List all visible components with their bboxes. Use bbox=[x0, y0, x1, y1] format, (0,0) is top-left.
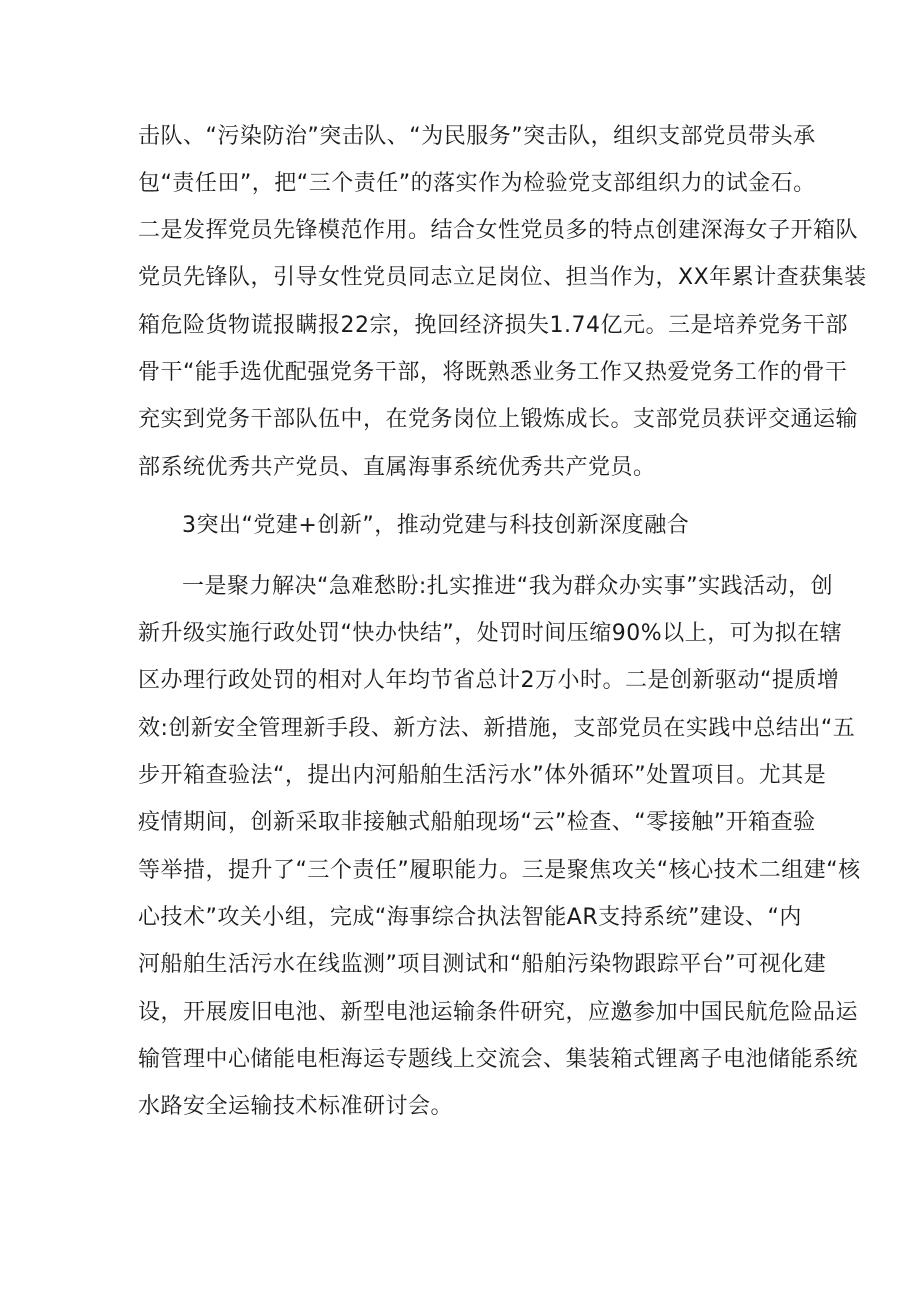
text-line: 党员先锋队，引导女性党员同志立足岗位、担当作为，XX年累计查获集装 bbox=[138, 265, 867, 290]
text-line: 一是聚力解决“急难愁盼:扎实推进“我为群众办实事”实践活动，创 bbox=[182, 574, 834, 599]
text-line: 等举措，提升了“三个责任”履职能力。三是聚焦攻关“核心技术二组建“核 bbox=[138, 858, 861, 883]
text-line: 部系统优秀共产党员、直属海事系统优秀共产党员。 bbox=[138, 455, 656, 480]
text-line: 河船舶生活污水在线监测”项目测试和“船舶污染物跟踪平台”可视化建 bbox=[138, 952, 827, 977]
text-line: 心技术”攻关小组，完成“海事综合执法智能AR支持系统”建设、“内 bbox=[138, 905, 802, 930]
text-line: 新升级实施行政处罚“快办快结”，处罚时间压缩90%以上，可为拟在辖 bbox=[138, 621, 843, 646]
text-line: 击队、“污染防治”突击队、“为民服务”突击队，组织支部党员带头承 bbox=[138, 124, 816, 149]
text-line: 充实到党务干部队伍中，在党务岗位上锻炼成长。支部党员获评交通运输 bbox=[138, 407, 859, 432]
text-line: 区办理行政处罚的相对人年均节省总计2万小时。二是创新驱动“提质增 bbox=[138, 668, 840, 693]
text-line: 水路安全运输技术标准研讨会。 bbox=[138, 1094, 454, 1119]
text-line: 疫情期间，创新采取非接触式船舶现场“云”检查、“零接触”开箱查验 bbox=[138, 810, 816, 835]
text-line: 步开箱查验法“，提出内河船舶生活污水”体外循环”处置项目。尤其是 bbox=[138, 763, 827, 788]
text-line: 包“责任田”，把“三个责任”的落实作为检验党支部组织力的试金石。 bbox=[138, 171, 816, 196]
text-line: 输管理中心储能电柜海运专题线上交流会、集装箱式锂离子电池储能系统 bbox=[138, 1047, 859, 1072]
text-line: 二是发挥党员先锋模范作用。结合女性党员多的特点创建深海女子开箱队 bbox=[138, 218, 859, 243]
text-line: 箱危险货物谎报瞒报22宗，挽回经济损失1.74亿元。三是培养党务干部 bbox=[138, 313, 848, 338]
text-line: 骨干“能手选优配强党务干部，将既熟悉业务工作又热爱党务工作的骨干 bbox=[138, 360, 848, 385]
text-line: 设，开展废旧电池、新型电池运输条件研究，应邀参加中国民航危险品运 bbox=[138, 1000, 859, 1025]
text-line: 效:创新安全管理新手段、新方法、新措施，支部党员在实践中总结出“五 bbox=[138, 716, 856, 741]
section-heading: 3突出“党建+创新”，推动党建与科技创新深度融合 bbox=[182, 513, 690, 538]
